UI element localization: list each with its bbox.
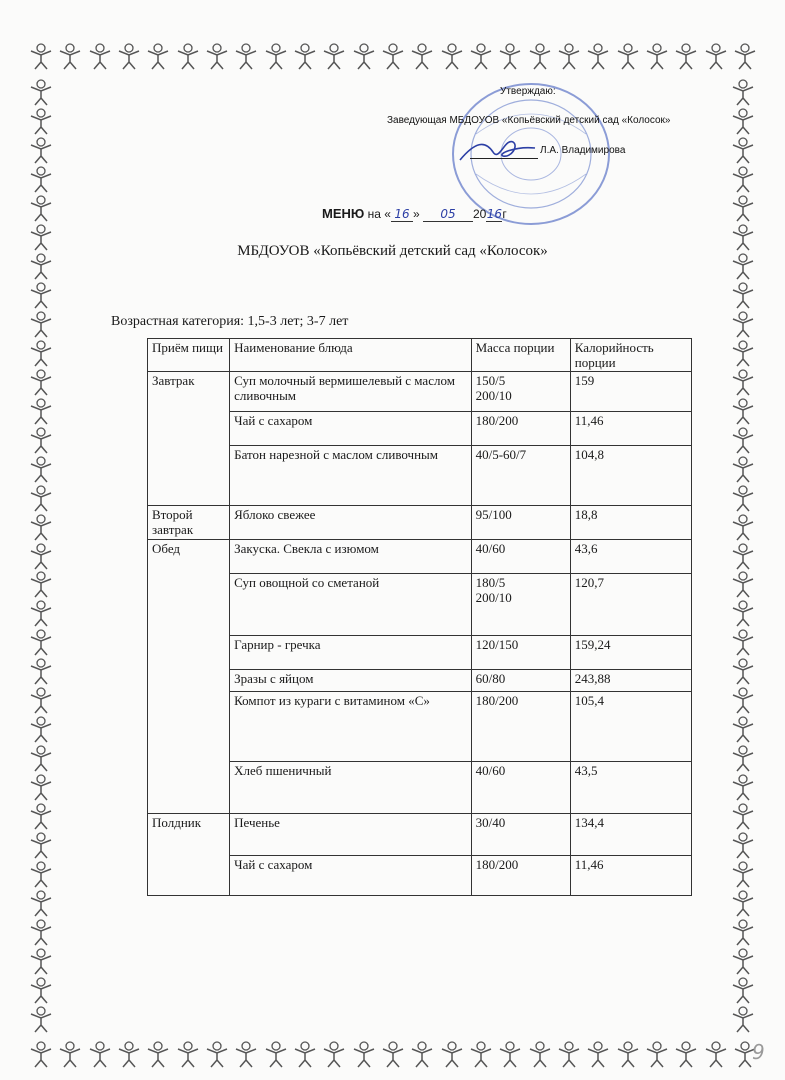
cell-meal: Обед: [148, 540, 230, 814]
child-figure-icon: [730, 976, 756, 1004]
child-figure-icon: [28, 368, 54, 396]
menu-month: 05: [423, 207, 473, 222]
handwritten-signature: [455, 132, 545, 168]
table-row: [148, 412, 692, 446]
child-figure-icon: [556, 42, 582, 70]
child-figure-icon: [730, 339, 756, 367]
child-figure-icon: [730, 107, 756, 135]
child-figure-icon: [28, 42, 54, 70]
child-figure-icon: [204, 42, 230, 70]
child-figure-icon: [28, 78, 54, 106]
child-figure-icon: [292, 1040, 318, 1068]
child-figure-icon: [28, 802, 54, 830]
cell-mass-value: 180/5: [475, 575, 506, 590]
child-figure-icon: [28, 1005, 54, 1033]
cell-meal: Полдник: [148, 814, 230, 896]
cell-mass: [471, 540, 570, 574]
child-figure-icon: [351, 42, 377, 70]
child-figure-icon: [28, 599, 54, 627]
decorative-border-left: [28, 78, 54, 1033]
child-figure-icon: [57, 42, 83, 70]
child-figure-icon: [468, 42, 494, 70]
child-figure-icon: [175, 1040, 201, 1068]
child-figure-icon: [28, 455, 54, 483]
child-figure-icon: [28, 744, 54, 772]
cell-mass: [471, 372, 570, 412]
child-figure-icon: [116, 42, 142, 70]
menu-year-g: г: [502, 207, 507, 221]
menu-day: 16: [391, 207, 413, 222]
decorative-border-right: [730, 78, 756, 1033]
cell-dish: Закуска. Свекла с изюмом: [230, 540, 471, 574]
cell-dish: Хлеб пшеничный: [230, 762, 471, 814]
child-figure-icon: [673, 42, 699, 70]
cell-dish: Батон нарезной с маслом сливочным: [230, 446, 471, 506]
child-figure-icon: [730, 744, 756, 772]
child-figure-icon: [730, 513, 756, 541]
approval-title: Утверждаю:: [500, 86, 556, 97]
child-figure-icon: [644, 1040, 670, 1068]
cell-mass-value: 40/60: [475, 541, 506, 556]
child-figure-icon: [145, 1040, 171, 1068]
cell-mass: [471, 814, 570, 856]
cell-mass-value: 60/80: [475, 671, 506, 686]
child-figure-icon: [116, 1040, 142, 1068]
table-row: [148, 762, 692, 814]
child-figure-icon: [644, 42, 670, 70]
child-figure-icon: [730, 455, 756, 483]
child-figure-icon: [28, 831, 54, 859]
menu-year-prefix: 20: [472, 207, 487, 221]
cell-dish: Гарнир - гречка: [230, 636, 471, 670]
child-figure-icon: [233, 1040, 259, 1068]
child-figure-icon: [585, 1040, 611, 1068]
cell-kcal: 159: [570, 372, 691, 412]
cell-dish: Чай с сахаром: [230, 856, 471, 896]
table-row: [148, 446, 692, 506]
child-figure-icon: [28, 136, 54, 164]
approval-head-position: Заведующая МБДОУОВ «Копьёвский детский сад «Колосок»: [387, 115, 671, 126]
child-figure-icon: [28, 889, 54, 917]
child-figure-icon: [87, 42, 113, 70]
menu-date-line: МЕНЮ на « 16 » 05 2016г: [322, 206, 507, 221]
child-figure-icon: [615, 1040, 641, 1068]
child-figure-icon: [730, 889, 756, 917]
child-figure-icon: [730, 78, 756, 106]
child-figure-icon: [351, 1040, 377, 1068]
child-figure-icon: [730, 628, 756, 656]
child-figure-icon: [28, 860, 54, 888]
child-figure-icon: [28, 484, 54, 512]
child-figure-icon: [28, 107, 54, 135]
cell-mass: [471, 762, 570, 814]
cell-mass-value: 40/60: [475, 763, 506, 778]
child-figure-icon: [28, 194, 54, 222]
child-figure-icon: [87, 1040, 113, 1068]
child-figure-icon: [28, 542, 54, 570]
child-figure-icon: [730, 368, 756, 396]
cell-mass-value: 180/200: [475, 413, 519, 428]
child-figure-icon: [57, 1040, 83, 1068]
child-figure-icon: [527, 1040, 553, 1068]
child-figure-icon: [730, 657, 756, 685]
child-figure-icon: [730, 397, 756, 425]
child-figure-icon: [730, 686, 756, 714]
cell-dish: Суп молочный вермишелевый с маслом сливочным: [230, 372, 471, 412]
cell-mass-value: 95/100: [475, 507, 512, 522]
cell-meal: Второй завтрак: [148, 506, 230, 540]
cell-kcal: 134,4: [570, 814, 691, 856]
cell-mass: [471, 574, 570, 636]
cell-kcal: 11,46: [570, 856, 691, 896]
child-figure-icon: [28, 397, 54, 425]
child-figure-icon: [730, 773, 756, 801]
child-figure-icon: [28, 976, 54, 1004]
table-row: [148, 856, 692, 896]
child-figure-icon: [730, 542, 756, 570]
menu-year-suffix: 16: [486, 207, 502, 221]
child-figure-icon: [175, 42, 201, 70]
child-figure-icon: [263, 1040, 289, 1068]
child-figure-icon: [468, 1040, 494, 1068]
cell-mass-value: 40/5-60/7: [475, 447, 527, 462]
child-figure-icon: [321, 1040, 347, 1068]
child-figure-icon: [730, 426, 756, 454]
table-row: [148, 636, 692, 670]
child-figure-icon: [28, 773, 54, 801]
child-figure-icon: [585, 42, 611, 70]
table-row: [148, 814, 692, 856]
cell-dish: Суп овощной со сметаной: [230, 574, 471, 636]
child-figure-icon: [28, 339, 54, 367]
age-category: Возрастная категория: 1,5-3 лет; 3-7 лет: [111, 314, 349, 329]
cell-kcal: 120,7: [570, 574, 691, 636]
child-figure-icon: [497, 42, 523, 70]
child-figure-icon: [28, 513, 54, 541]
cell-mass-value: 30/40: [475, 815, 506, 830]
child-figure-icon: [28, 426, 54, 454]
child-figure-icon: [28, 657, 54, 685]
child-figure-icon: [233, 42, 259, 70]
child-figure-icon: [409, 42, 435, 70]
child-figure-icon: [28, 165, 54, 193]
menu-na: на: [367, 207, 381, 221]
menu-label: МЕНЮ: [322, 206, 365, 221]
child-figure-icon: [730, 570, 756, 598]
cell-mass-value-2: 200/10: [475, 590, 512, 605]
organization-title: МБДОУОВ «Копьёвский детский сад «Колосок»: [237, 243, 548, 259]
cell-kcal: 43,6: [570, 540, 691, 574]
cell-dish: Компот из кураги с витамином «С»: [230, 692, 471, 762]
cell-mass: [471, 412, 570, 446]
table-body: [148, 372, 692, 896]
child-figure-icon: [527, 42, 553, 70]
child-figure-icon: [28, 310, 54, 338]
child-figure-icon: [703, 1040, 729, 1068]
child-figure-icon: [703, 42, 729, 70]
cell-kcal: 11,46: [570, 412, 691, 446]
decorative-border-top: [28, 42, 758, 70]
child-figure-icon: [204, 1040, 230, 1068]
child-figure-icon: [439, 42, 465, 70]
cell-mass: [471, 506, 570, 540]
cell-dish: Печенье: [230, 814, 471, 856]
child-figure-icon: [730, 310, 756, 338]
child-figure-icon: [28, 281, 54, 309]
table-row: [148, 506, 692, 540]
cell-mass-value: 120/150: [475, 637, 519, 652]
child-figure-icon: [28, 947, 54, 975]
cell-kcal: 243,88: [570, 670, 691, 692]
child-figure-icon: [730, 136, 756, 164]
table-row: [148, 372, 692, 412]
child-figure-icon: [730, 715, 756, 743]
cell-dish: Зразы с яйцом: [230, 670, 471, 692]
cell-mass: [471, 446, 570, 506]
cell-mass: [471, 670, 570, 692]
cell-mass: [471, 692, 570, 762]
child-figure-icon: [28, 918, 54, 946]
cell-mass: [471, 636, 570, 670]
child-figure-icon: [497, 1040, 523, 1068]
approval-name: Л.А. Владимирова: [540, 145, 626, 156]
cell-mass-value-2: 200/10: [475, 388, 512, 403]
child-figure-icon: [730, 484, 756, 512]
child-figure-icon: [730, 831, 756, 859]
page-number: 9: [752, 1040, 765, 1064]
child-figure-icon: [292, 42, 318, 70]
cell-meal: Завтрак: [148, 372, 230, 506]
child-figure-icon: [380, 42, 406, 70]
child-figure-icon: [615, 42, 641, 70]
child-figure-icon: [730, 281, 756, 309]
cell-dish: Яблоко свежее: [230, 506, 471, 540]
header-dish: Наименование блюда: [230, 339, 471, 372]
child-figure-icon: [28, 715, 54, 743]
child-figure-icon: [409, 1040, 435, 1068]
child-figure-icon: [380, 1040, 406, 1068]
child-figure-icon: [28, 686, 54, 714]
child-figure-icon: [730, 194, 756, 222]
cell-kcal: 18,8: [570, 506, 691, 540]
cell-mass-value: 180/200: [475, 857, 519, 872]
cell-kcal: 105,4: [570, 692, 691, 762]
child-figure-icon: [730, 860, 756, 888]
header-meal: Приём пищи: [148, 339, 230, 372]
child-figure-icon: [263, 42, 289, 70]
cell-mass-value: 180/200: [475, 693, 519, 708]
child-figure-icon: [439, 1040, 465, 1068]
cell-kcal: 159,24: [570, 636, 691, 670]
child-figure-icon: [145, 42, 171, 70]
child-figure-icon: [730, 1005, 756, 1033]
header-kcal: Калорийность порции: [570, 339, 691, 372]
table-row: [148, 540, 692, 574]
child-figure-icon: [556, 1040, 582, 1068]
child-figure-icon: [730, 802, 756, 830]
child-figure-icon: [28, 628, 54, 656]
child-figure-icon: [28, 570, 54, 598]
child-figure-icon: [321, 42, 347, 70]
child-figure-icon: [732, 42, 758, 70]
cell-dish: Чай с сахаром: [230, 412, 471, 446]
cell-mass: [471, 856, 570, 896]
cell-mass-value: 150/5: [475, 373, 506, 388]
child-figure-icon: [730, 918, 756, 946]
child-figure-icon: [730, 165, 756, 193]
header-mass: Масса порции: [471, 339, 570, 372]
table-row: [148, 692, 692, 762]
table-header-row: [148, 339, 692, 372]
cell-kcal: 104,8: [570, 446, 691, 506]
table-row: [148, 574, 692, 636]
cell-kcal: 43,5: [570, 762, 691, 814]
child-figure-icon: [730, 947, 756, 975]
menu-table: [147, 338, 692, 896]
decorative-border-bottom: [28, 1040, 758, 1068]
child-figure-icon: [28, 1040, 54, 1068]
child-figure-icon: [673, 1040, 699, 1068]
child-figure-icon: [730, 599, 756, 627]
table-row: [148, 670, 692, 692]
